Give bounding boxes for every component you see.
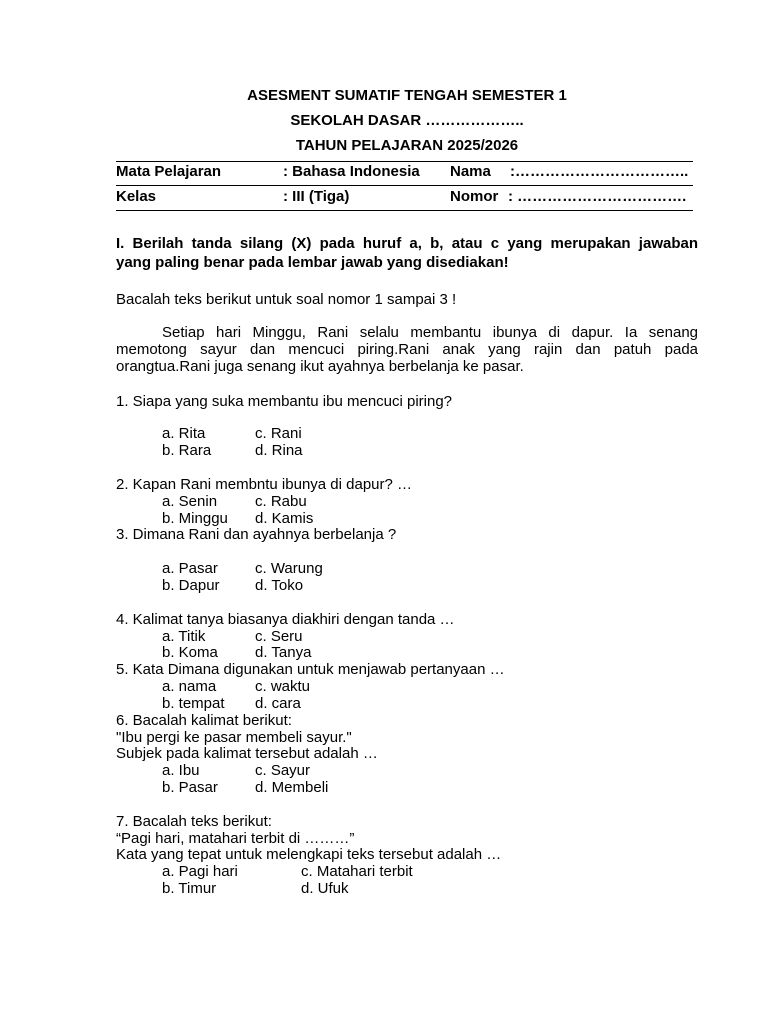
instruction-line-2: yang paling benar pada lembar jawab yang disediakan! [116, 254, 509, 271]
subject-label: Mata Pelajaran [116, 163, 222, 180]
subject-value: : Bahasa Indonesia [283, 163, 420, 180]
question-7-option-a: a. Pagi hari [162, 863, 238, 880]
question-6-option-b: b. Pasar [162, 779, 218, 796]
question-6-quote: "Ibu pergi ke pasar membeli sayur." [116, 729, 352, 746]
question-2-text: 2. Kapan Rani membntu ibunya di dapur? … [116, 476, 413, 493]
passage-line-3: orangtua.Rani juga senang ikut ayahnya berbelanja ke pasar. [116, 358, 524, 375]
table-bottom-rule [116, 210, 693, 211]
question-7-quote: “Pagi hari, matahari terbit di ………” [116, 830, 355, 847]
question-6-prompt: Subjek pada kalimat tersebut adalah … [116, 745, 378, 762]
question-3-option-d: d. Toko [255, 577, 304, 594]
question-4-option-c: c. Seru [255, 628, 303, 645]
question-2-option-b: b. Minggu [162, 510, 228, 527]
question-1-option-b: b. Rara [162, 442, 212, 459]
exam-title: ASESMENT SUMATIF TENGAH SEMESTER 1 [247, 87, 567, 104]
passage-line-1: Setiap hari Minggu, Rani selalu membantu ibunya di dapur. Ia senang [162, 324, 698, 341]
question-5-option-b: b. tempat [162, 695, 225, 712]
question-6-option-a: a. Ibu [162, 762, 200, 779]
passage-line-2: memotong sayur dan mencuci piring.Rani anak yang rajin dan patuh pada [116, 341, 698, 358]
question-5-option-c: c. waktu [255, 678, 311, 695]
question-4-option-a: a. Titik [162, 628, 206, 645]
question-3-option-a: a. Pasar [162, 560, 218, 577]
number-value: : ……………………………. [508, 188, 687, 205]
school-name: SEKOLAH DASAR ……………….. [290, 112, 524, 129]
question-5-option-d: d. cara [255, 695, 301, 712]
class-value: : III (Tiga) [283, 188, 350, 205]
academic-year: TAHUN PELAJARAN 2025/2026 [295, 137, 519, 154]
question-2-option-d: d. Kamis [255, 510, 314, 527]
question-6-text: 6. Bacalah kalimat berikut: [116, 712, 292, 729]
reading-intro: Bacalah teks berikut untuk soal nomor 1 sampai 3 ! [116, 291, 457, 308]
question-6-option-d: d. Membeli [255, 779, 329, 796]
question-7-option-c: c. Matahari terbit [301, 863, 413, 880]
question-6-option-c: c. Sayur [255, 762, 311, 779]
question-4-text: 4. Kalimat tanya biasanya diakhiri dengan tanda … [116, 611, 455, 628]
instruction-line-1: I. Berilah tanda silang (X) pada huruf a, b, atau c yang merupakan jawaban [116, 235, 698, 252]
question-7-prompt: Kata yang tepat untuk melengkapi teks tersebut adalah … [116, 846, 502, 863]
name-label: Nama [450, 163, 491, 180]
question-3-option-c: c. Warung [255, 560, 323, 577]
question-3-option-b: b. Dapur [162, 577, 220, 594]
table-top-rule [116, 161, 693, 162]
number-label: Nomor [450, 188, 499, 205]
question-7-text: 7. Bacalah teks berikut: [116, 813, 272, 830]
question-5-option-a: a. nama [162, 678, 217, 695]
question-7-option-b: b. Timur [162, 880, 217, 897]
question-4-option-d: d. Tanya [255, 644, 312, 661]
question-1-option-d: d. Rina [255, 442, 303, 459]
question-1-text: 1. Siapa yang suka membantu ibu mencuci piring? [116, 393, 453, 410]
name-value: :…………………………….. [510, 163, 689, 180]
question-3-text: 3. Dimana Rani dan ayahnya berbelanja ? [116, 526, 397, 543]
question-1-option-c: c. Rani [255, 425, 302, 442]
question-2-option-a: a. Senin [162, 493, 218, 510]
question-4-option-b: b. Koma [162, 644, 218, 661]
table-middle-rule [116, 185, 693, 186]
question-1-option-a: a. Rita [162, 425, 206, 442]
question-5-text: 5. Kata Dimana digunakan untuk menjawab pertanyaan … [116, 661, 505, 678]
question-7-option-d: d. Ufuk [301, 880, 349, 897]
class-label: Kelas [116, 188, 157, 205]
question-2-option-c: c. Rabu [255, 493, 307, 510]
